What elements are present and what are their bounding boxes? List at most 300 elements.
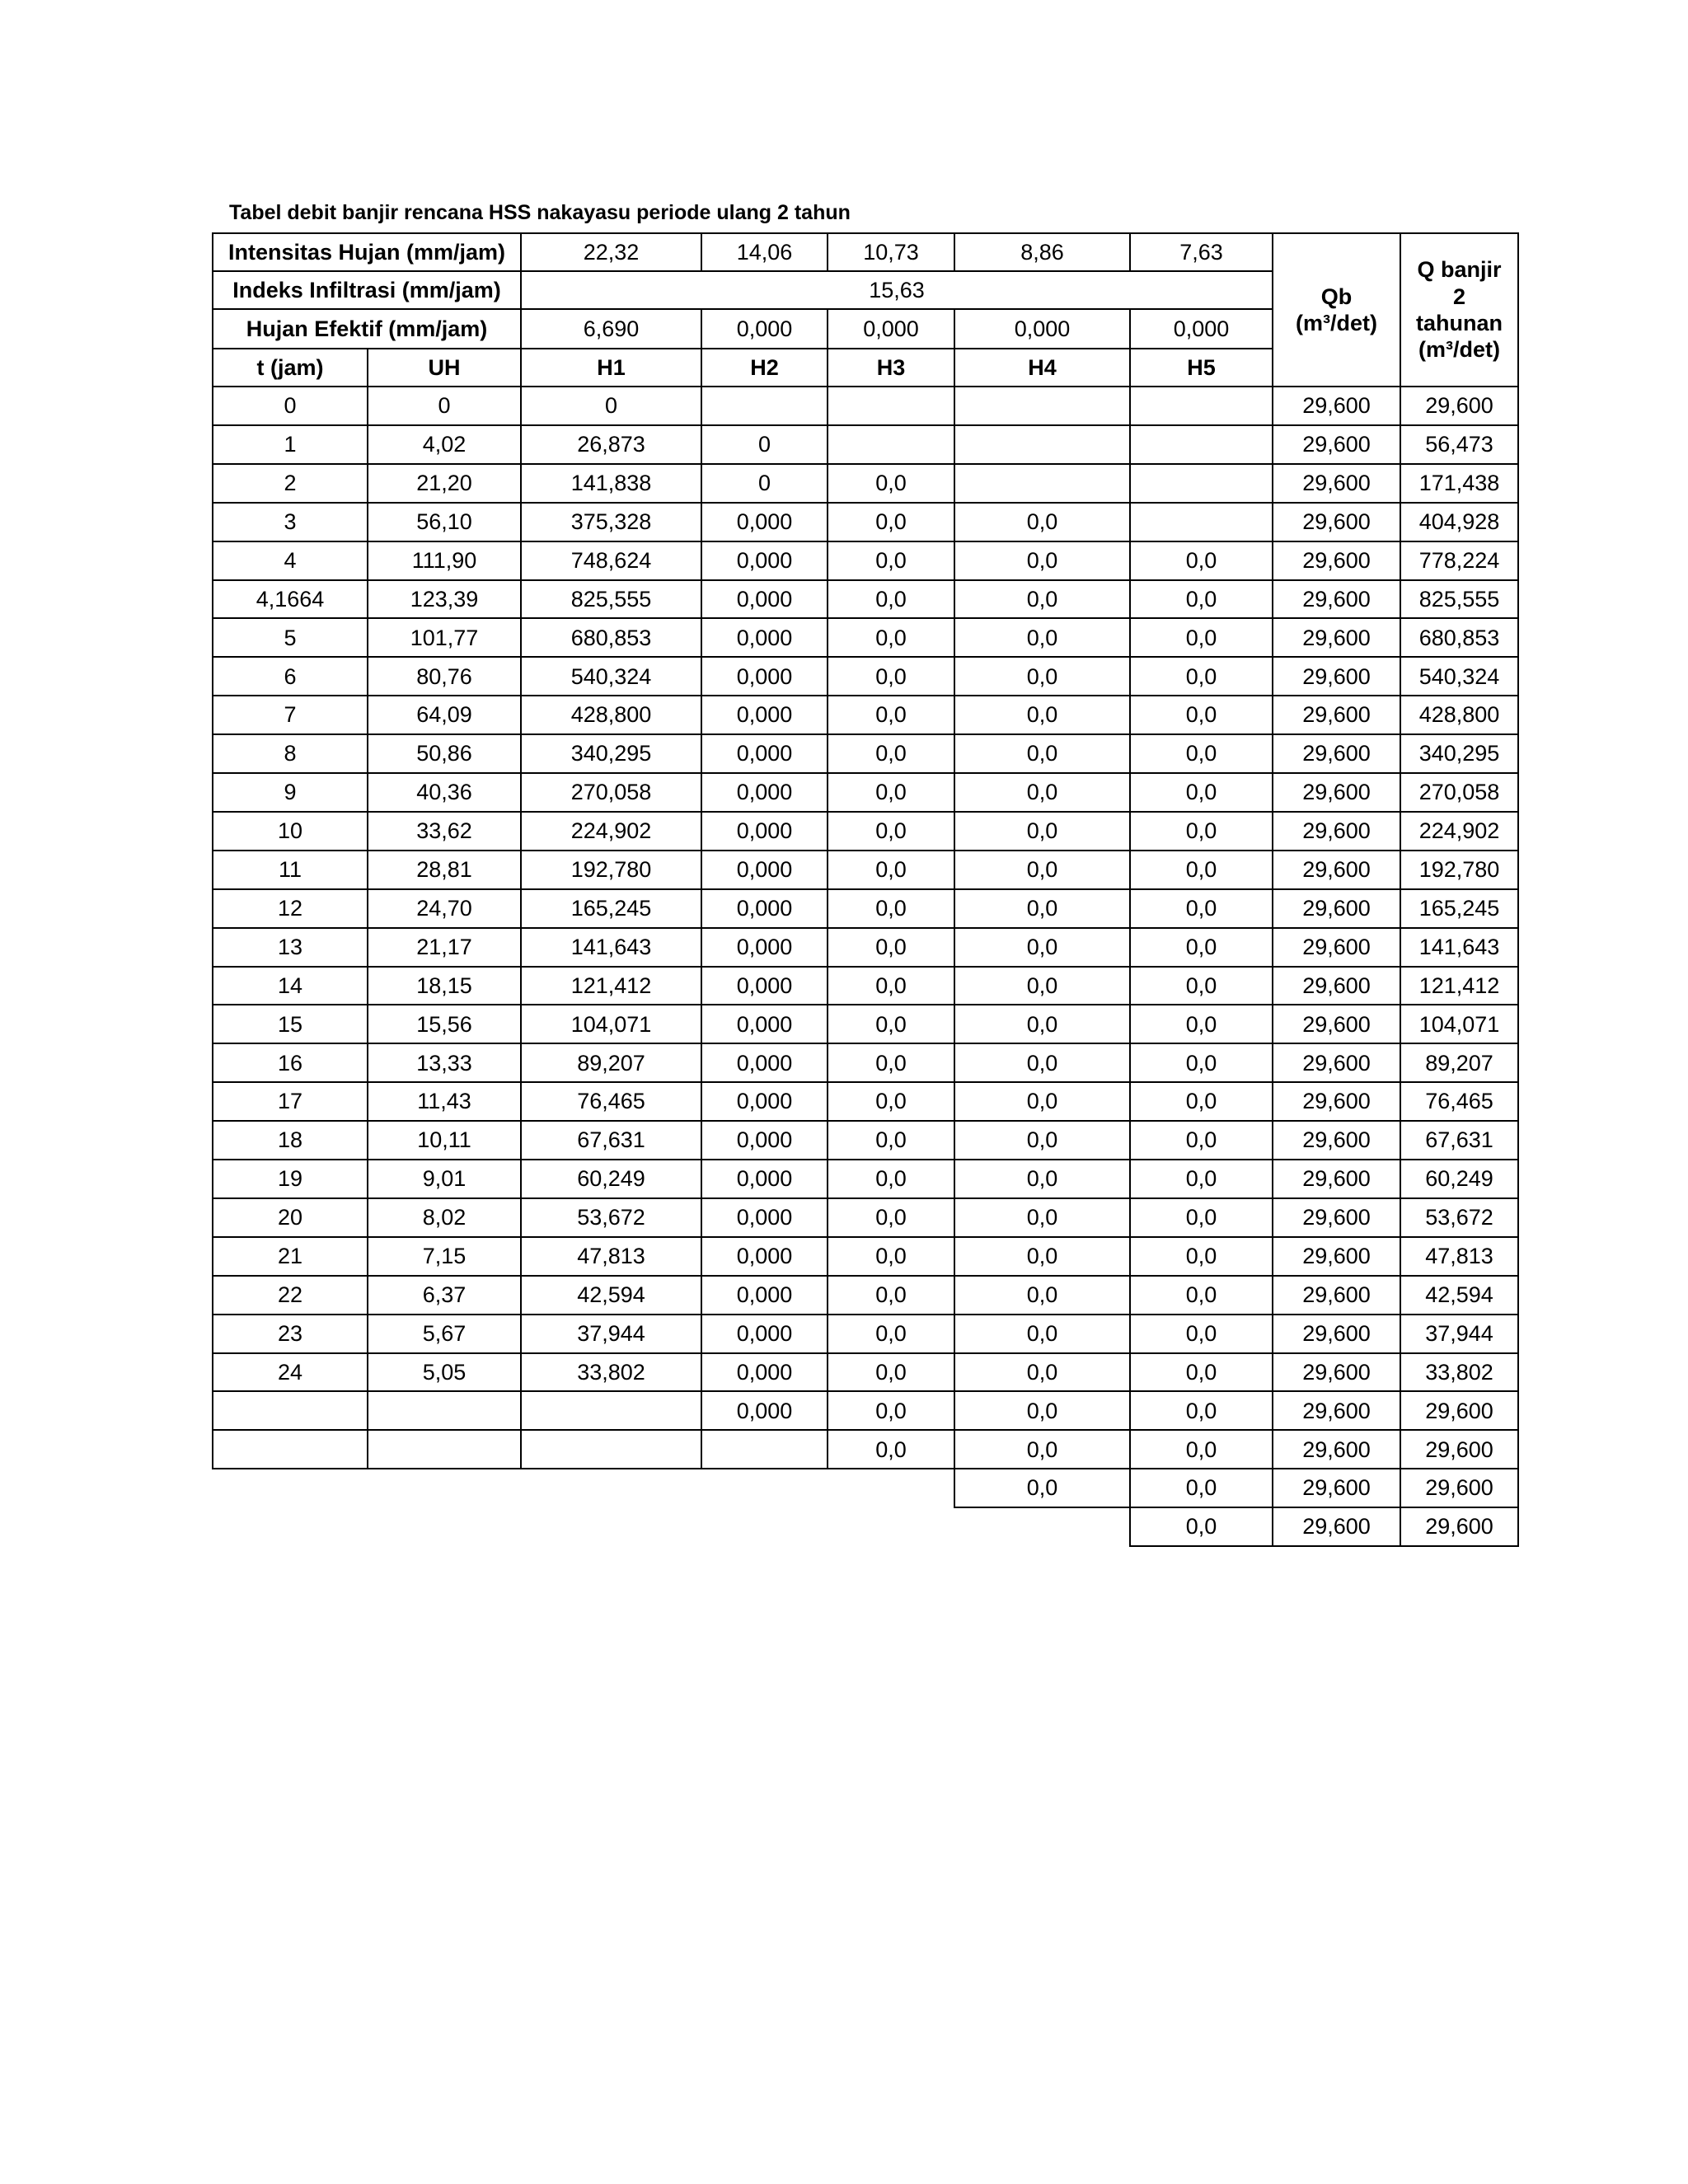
table-bottom-border [1129, 1545, 1519, 1547]
cell-q-banjir: 404,928 [1418, 509, 1500, 534]
cell-h2: 0,000 [736, 702, 793, 728]
grid-line [212, 1275, 1519, 1277]
cell-t: 16 [277, 1050, 303, 1076]
cell-h1 [521, 1430, 701, 1469]
cell-t: 15 [277, 1011, 303, 1037]
cell-h5: 0,0 [1185, 895, 1217, 921]
cell-t: 8 [284, 741, 297, 766]
grid-line [212, 502, 1519, 504]
cell-h5: 0,0 [1185, 741, 1217, 766]
table-title: Tabel debit banjir rencana HSS nakayasu periode ulang 2 tahun [229, 201, 851, 224]
grid-line [954, 232, 955, 272]
cell-qb: 29,600 [1302, 780, 1371, 805]
cell-q-banjir: 56,473 [1425, 432, 1493, 457]
cell-uh: 0 [438, 393, 451, 419]
grid-line [212, 617, 1519, 619]
cell-h5 [1130, 425, 1273, 464]
cell-h3: 0,0 [875, 547, 907, 573]
cell-h3: 0,0 [875, 972, 907, 998]
grid-line [212, 386, 1519, 387]
cell-q-banjir: 33,802 [1425, 1359, 1493, 1385]
cell-uh: 56,10 [416, 509, 472, 534]
cell-h2: 0,000 [736, 1050, 793, 1076]
cell-h4 [954, 464, 1130, 503]
col-header-uh: UH [428, 354, 461, 380]
cell-h3: 0,0 [875, 663, 907, 689]
cell-h4: 0,0 [1026, 625, 1058, 650]
cell-h4: 0,0 [1026, 663, 1058, 689]
cell-h1: 270,058 [570, 780, 652, 805]
cell-h4: 0,0 [1026, 895, 1058, 921]
cell-h5: 0,0 [1185, 625, 1217, 650]
grid-line [212, 1159, 1519, 1160]
cell-h4: 0,0 [1026, 741, 1058, 766]
cell-h3: 0,0 [875, 934, 907, 959]
grid-line [212, 695, 1519, 696]
cell-h1: 42,594 [577, 1282, 645, 1307]
grid-line [1129, 232, 1131, 272]
grid-line [212, 811, 1519, 813]
grid-line [212, 541, 1519, 542]
cell-t: 7 [284, 702, 297, 728]
cell-uh: 40,36 [416, 780, 472, 805]
cell-h5: 0,0 [1185, 1205, 1217, 1230]
cell-qb: 29,600 [1302, 1166, 1371, 1192]
grid-line [827, 308, 828, 1469]
grid-line [212, 463, 1519, 465]
cell-q-banjir: 47,813 [1425, 1244, 1493, 1269]
infiltrasi-value: 15,63 [869, 277, 925, 302]
cell-q-banjir: 165,245 [1418, 895, 1500, 921]
cell-t: 20 [277, 1205, 303, 1230]
cell-uh: 28,81 [416, 857, 472, 883]
cell-qb: 29,600 [1302, 972, 1371, 998]
table-step-border [954, 1507, 1131, 1508]
cell-h5: 0,0 [1185, 1514, 1217, 1540]
cell-h2: 0,000 [736, 663, 793, 689]
cell-h5 [1130, 464, 1273, 503]
cell-qb: 29,600 [1302, 547, 1371, 573]
cell-t: 10 [277, 818, 303, 844]
cell-q-banjir: 29,600 [1425, 1398, 1493, 1423]
cell-h5: 0,0 [1185, 1359, 1217, 1385]
cell-h2: 0,000 [736, 1011, 793, 1037]
cell-h4: 0,0 [1026, 1398, 1058, 1423]
cell-t: 6 [284, 663, 297, 689]
cell-q-banjir: 42,594 [1425, 1282, 1493, 1307]
cell-h4: 0,0 [1026, 1205, 1058, 1230]
cell-qb: 29,600 [1302, 509, 1371, 534]
grid-line [212, 232, 213, 1469]
cell-h5: 0,0 [1185, 1050, 1217, 1076]
cell-q-banjir: 141,643 [1418, 934, 1500, 959]
cell-t: 5 [284, 625, 297, 650]
cell-h1: 224,902 [570, 818, 652, 844]
cell-h4: 0,0 [1026, 547, 1058, 573]
table-top-border [212, 232, 1519, 234]
cell-h1: 540,324 [570, 663, 652, 689]
cell-h4: 0,0 [1026, 857, 1058, 883]
cell-h1: 47,813 [577, 1244, 645, 1269]
grid-line [212, 1314, 1519, 1315]
col-header-h4: H4 [1028, 354, 1057, 380]
cell-h1: 165,245 [570, 895, 652, 921]
cell-h2: 0,000 [736, 1127, 793, 1153]
cell-h4: 0,0 [1026, 1089, 1058, 1114]
cell-h5: 0,0 [1185, 1244, 1217, 1269]
cell-h3: 0,0 [875, 509, 907, 534]
cell-h2: 0,000 [736, 625, 793, 650]
cell-uh: 18,15 [416, 972, 472, 998]
grid-line [701, 308, 702, 1469]
hujan-efektif-value: 0,000 [1173, 316, 1230, 341]
cell-h3: 0,0 [875, 1398, 907, 1423]
cell-h1: 428,800 [570, 702, 652, 728]
cell-h4: 0,0 [1026, 1436, 1058, 1462]
cell-h1: 680,853 [570, 625, 652, 650]
cell-h4: 0,0 [1026, 1166, 1058, 1192]
cell-t: 4 [284, 547, 297, 573]
cell-h4 [954, 425, 1130, 464]
grid-line [212, 1197, 1519, 1199]
cell-h5: 0,0 [1185, 857, 1217, 883]
cell-t: 12 [277, 895, 303, 921]
cell-uh: 21,17 [416, 934, 472, 959]
grid-line [701, 232, 702, 272]
grid-line [827, 232, 828, 272]
cell-uh: 10,11 [417, 1127, 471, 1153]
cell-h4: 0,0 [1026, 1050, 1058, 1076]
infiltrasi-label: Indeks Infiltrasi (mm/jam) [232, 277, 501, 302]
cell-h3: 0,0 [875, 702, 907, 728]
cell-h4: 0,0 [1026, 1127, 1058, 1153]
cell-h4: 0,0 [1026, 780, 1058, 805]
cell-uh: 9,01 [422, 1166, 467, 1192]
grid-line [212, 270, 1273, 272]
grid-line [212, 1236, 1519, 1238]
grid-line [1129, 308, 1131, 1547]
cell-h2: 0,000 [736, 509, 793, 534]
intensitas-value: 14,06 [736, 239, 793, 265]
cell-t: 14 [277, 972, 303, 998]
cell-h4: 0,0 [1026, 1011, 1058, 1037]
cell-qb: 29,600 [1302, 895, 1371, 921]
cell-uh: 111,90 [411, 547, 477, 573]
cell-h2: 0,000 [736, 1205, 793, 1230]
cell-q-banjir: 171,438 [1418, 471, 1500, 496]
cell-h3: 0,0 [875, 1436, 907, 1462]
cell-qb: 29,600 [1302, 1320, 1371, 1346]
cell-uh: 11,43 [417, 1089, 471, 1114]
cell-q-banjir: 37,944 [1425, 1320, 1493, 1346]
cell-h1: 375,328 [570, 509, 652, 534]
intensitas-value: 10,73 [863, 239, 919, 265]
cell-q-banjir: 192,780 [1418, 857, 1500, 883]
cell-h4: 0,0 [1026, 1244, 1058, 1269]
cell-h3: 0,0 [875, 1127, 907, 1153]
cell-qb: 29,600 [1302, 625, 1371, 650]
cell-h3 [828, 425, 954, 464]
cell-h5: 0,0 [1185, 818, 1217, 844]
grid-line [212, 1043, 1519, 1044]
cell-qb: 29,600 [1302, 471, 1371, 496]
cell-h5: 0,0 [1185, 547, 1217, 573]
cell-h4: 0,0 [1026, 934, 1058, 959]
cell-q-banjir: 29,600 [1425, 393, 1493, 419]
col-header-h5: H5 [1187, 354, 1216, 380]
cell-h3: 0,0 [875, 895, 907, 921]
cell-h3: 0,0 [875, 586, 907, 612]
cell-t: 24 [277, 1359, 303, 1385]
cell-h5: 0,0 [1185, 1320, 1217, 1346]
cell-h4 [954, 387, 1130, 425]
cell-h5 [1130, 387, 1273, 425]
cell-qb: 29,600 [1302, 1282, 1371, 1307]
cell-h5: 0,0 [1185, 1398, 1217, 1423]
cell-q-banjir: 29,600 [1425, 1436, 1493, 1462]
cell-qb: 29,600 [1302, 741, 1371, 766]
cell-qb: 29,600 [1302, 1011, 1371, 1037]
cell-q-banjir: 825,555 [1418, 586, 1500, 612]
cell-h1: 37,944 [577, 1320, 645, 1346]
cell-h2: 0 [757, 471, 771, 496]
cell-uh: 7,15 [422, 1244, 467, 1269]
cell-h5: 0,0 [1185, 1436, 1217, 1462]
cell-h1: 141,838 [570, 471, 652, 496]
cell-qb: 29,600 [1302, 663, 1371, 689]
cell-h4: 0,0 [1026, 972, 1058, 998]
cell-h5: 0,0 [1185, 663, 1217, 689]
table-step-border [212, 1468, 955, 1469]
cell-h2: 0,000 [736, 1166, 793, 1192]
hujan-efektif-value: 6,690 [583, 316, 640, 341]
cell-uh: 33,62 [416, 818, 472, 844]
cell-t: 1 [284, 432, 297, 457]
grid-line [212, 1081, 1519, 1083]
cell-h4: 0,0 [1026, 1475, 1058, 1501]
grid-line [212, 733, 1519, 735]
cell-h5: 0,0 [1185, 702, 1217, 728]
cell-q-banjir: 778,224 [1418, 547, 1500, 573]
cell-qb: 29,600 [1302, 586, 1371, 612]
cell-h2 [701, 387, 828, 425]
col-header-t: t (jam) [256, 354, 324, 380]
cell-h5: 0,0 [1185, 780, 1217, 805]
cell-h2: 0,000 [736, 895, 793, 921]
cell-h1: 53,672 [577, 1205, 645, 1230]
cell-h1: 192,780 [570, 857, 652, 883]
cell-qb: 29,600 [1302, 1514, 1371, 1540]
cell-uh: 6,37 [422, 1282, 467, 1307]
cell-uh: 101,77 [410, 625, 479, 650]
cell-uh: 13,33 [416, 1050, 472, 1076]
cell-t: 13 [277, 934, 303, 959]
cell-h2: 0,000 [736, 1398, 793, 1423]
cell-h3: 0,0 [875, 1011, 907, 1037]
cell-qb: 29,600 [1302, 857, 1371, 883]
cell-qb: 29,600 [1302, 1050, 1371, 1076]
grid-line [212, 772, 1519, 774]
grid-line [212, 966, 1519, 968]
cell-h1: 104,071 [570, 1011, 652, 1037]
cell-h3: 0,0 [875, 818, 907, 844]
cell-h1: 26,873 [577, 432, 645, 457]
cell-h4: 0,0 [1026, 702, 1058, 728]
cell-t [213, 1430, 368, 1469]
cell-t: 0 [284, 393, 297, 419]
cell-uh: 5,05 [422, 1359, 467, 1385]
cell-h5: 0,0 [1185, 1127, 1217, 1153]
cell-h5 [1130, 503, 1273, 541]
cell-uh: 21,20 [416, 471, 472, 496]
cell-q-banjir: 29,600 [1425, 1514, 1493, 1540]
cell-qb: 29,600 [1302, 1127, 1371, 1153]
cell-qb: 29,600 [1302, 393, 1371, 419]
intensitas-label: Intensitas Hujan (mm/jam) [227, 239, 506, 265]
cell-t: 19 [277, 1166, 303, 1192]
col-header-q-banjir: Q banjir 2 tahunan (m³/det) [1416, 257, 1503, 363]
col-header-qb: Qb (m³/det) [1296, 284, 1377, 335]
intensitas-value: 8,86 [1020, 239, 1064, 265]
cell-uh: 5,67 [422, 1320, 467, 1346]
cell-h2: 0,000 [736, 818, 793, 844]
cell-q-banjir: 680,853 [1418, 625, 1500, 650]
cell-h1: 76,465 [577, 1089, 645, 1114]
cell-h5: 0,0 [1185, 972, 1217, 998]
cell-t: 9 [284, 780, 297, 805]
cell-h1: 89,207 [577, 1050, 645, 1076]
grid-line [212, 308, 1273, 310]
cell-h3: 0,0 [875, 857, 907, 883]
grid-line [1400, 232, 1401, 1547]
hujan-efektif-label: Hujan Efektif (mm/jam) [246, 316, 488, 341]
cell-t: 21 [277, 1244, 303, 1269]
cell-h1: 60,249 [577, 1166, 645, 1192]
cell-h3: 0,0 [875, 625, 907, 650]
cell-q-banjir: 121,412 [1418, 972, 1500, 998]
cell-uh [368, 1391, 521, 1430]
cell-h2: 0,000 [736, 586, 793, 612]
cell-h3: 0,0 [875, 780, 907, 805]
cell-qb: 29,600 [1302, 1475, 1371, 1501]
cell-uh: 8,02 [422, 1205, 467, 1230]
cell-h1: 141,643 [570, 934, 652, 959]
cell-t: 22 [277, 1282, 303, 1307]
cell-q-banjir: 53,672 [1425, 1205, 1493, 1230]
cell-q-banjir: 340,295 [1418, 741, 1500, 766]
cell-h2: 0,000 [736, 1282, 793, 1307]
grid-line [212, 1429, 1519, 1431]
cell-uh: 24,70 [416, 895, 472, 921]
cell-q-banjir: 104,071 [1418, 1011, 1500, 1037]
cell-q-banjir: 270,058 [1418, 780, 1500, 805]
hujan-efektif-value: 0,000 [736, 316, 793, 341]
grid-line [212, 927, 1519, 929]
cell-h3: 0,0 [875, 1089, 907, 1114]
cell-t: 11 [278, 857, 302, 883]
cell-q-banjir: 224,902 [1418, 818, 1500, 844]
cell-h2: 0,000 [736, 547, 793, 573]
cell-uh [368, 1430, 521, 1469]
cell-h2 [701, 1430, 828, 1469]
cell-h4: 0,0 [1026, 1359, 1058, 1385]
cell-t: 23 [277, 1320, 303, 1346]
cell-h1: 33,802 [577, 1359, 645, 1385]
grid-line [367, 348, 368, 1469]
cell-qb: 29,600 [1302, 702, 1371, 728]
cell-t: 4,1664 [256, 586, 325, 612]
grid-line [1517, 232, 1519, 1547]
grid-line [212, 850, 1519, 851]
cell-uh: 15,56 [416, 1011, 472, 1037]
cell-qb: 29,600 [1302, 1205, 1371, 1230]
intensitas-value: 7,63 [1179, 239, 1223, 265]
cell-h3: 0,0 [875, 1320, 907, 1346]
cell-h2: 0,000 [736, 1359, 793, 1385]
cell-h3: 0,0 [875, 741, 907, 766]
cell-qb: 29,600 [1302, 1244, 1371, 1269]
cell-h1: 748,624 [570, 547, 652, 573]
cell-h2: 0,000 [736, 1320, 793, 1346]
cell-h3: 0,0 [875, 471, 907, 496]
grid-line [520, 232, 522, 1469]
cell-h5: 0,0 [1185, 1089, 1217, 1114]
grid-line [212, 579, 1519, 581]
grid-line [212, 1352, 1519, 1354]
cell-qb: 29,600 [1302, 1359, 1371, 1385]
grid-line [212, 348, 1273, 349]
cell-h2: 0,000 [736, 1089, 793, 1114]
cell-h1 [521, 1391, 701, 1430]
col-header-h2: H2 [750, 354, 779, 380]
cell-h3: 0,0 [875, 1166, 907, 1192]
grid-line [212, 656, 1519, 658]
cell-h3 [828, 387, 954, 425]
hujan-efektif-value: 0,000 [863, 316, 919, 341]
cell-t [213, 1391, 368, 1430]
cell-q-banjir: 76,465 [1425, 1089, 1493, 1114]
cell-q-banjir: 60,249 [1425, 1166, 1493, 1192]
cell-h2: 0,000 [736, 972, 793, 998]
cell-uh: 123,39 [410, 586, 479, 612]
cell-uh: 4,02 [422, 432, 467, 457]
grid-line [1272, 232, 1273, 1547]
cell-qb: 29,600 [1302, 432, 1371, 457]
cell-t: 17 [277, 1089, 303, 1114]
cell-h5: 0,0 [1185, 934, 1217, 959]
cell-h5: 0,0 [1185, 586, 1217, 612]
cell-h3: 0,0 [875, 1205, 907, 1230]
cell-qb: 29,600 [1302, 934, 1371, 959]
cell-h2: 0,000 [736, 741, 793, 766]
cell-h5: 0,0 [1185, 1282, 1217, 1307]
cell-h5: 0,0 [1185, 1475, 1217, 1501]
cell-q-banjir: 89,207 [1425, 1050, 1493, 1076]
cell-h2: 0,000 [736, 857, 793, 883]
cell-h3: 0,0 [875, 1244, 907, 1269]
cell-qb: 29,600 [1302, 1436, 1371, 1462]
cell-qb: 29,600 [1302, 1398, 1371, 1423]
cell-uh: 80,76 [416, 663, 472, 689]
grid-line [212, 1390, 1519, 1392]
cell-h5: 0,0 [1185, 1166, 1217, 1192]
cell-h3: 0,0 [875, 1282, 907, 1307]
cell-h2: 0,000 [736, 780, 793, 805]
cell-h2: 0,000 [736, 934, 793, 959]
cell-h1: 121,412 [570, 972, 652, 998]
cell-q-banjir: 67,631 [1425, 1127, 1493, 1153]
cell-h1: 340,295 [570, 741, 652, 766]
